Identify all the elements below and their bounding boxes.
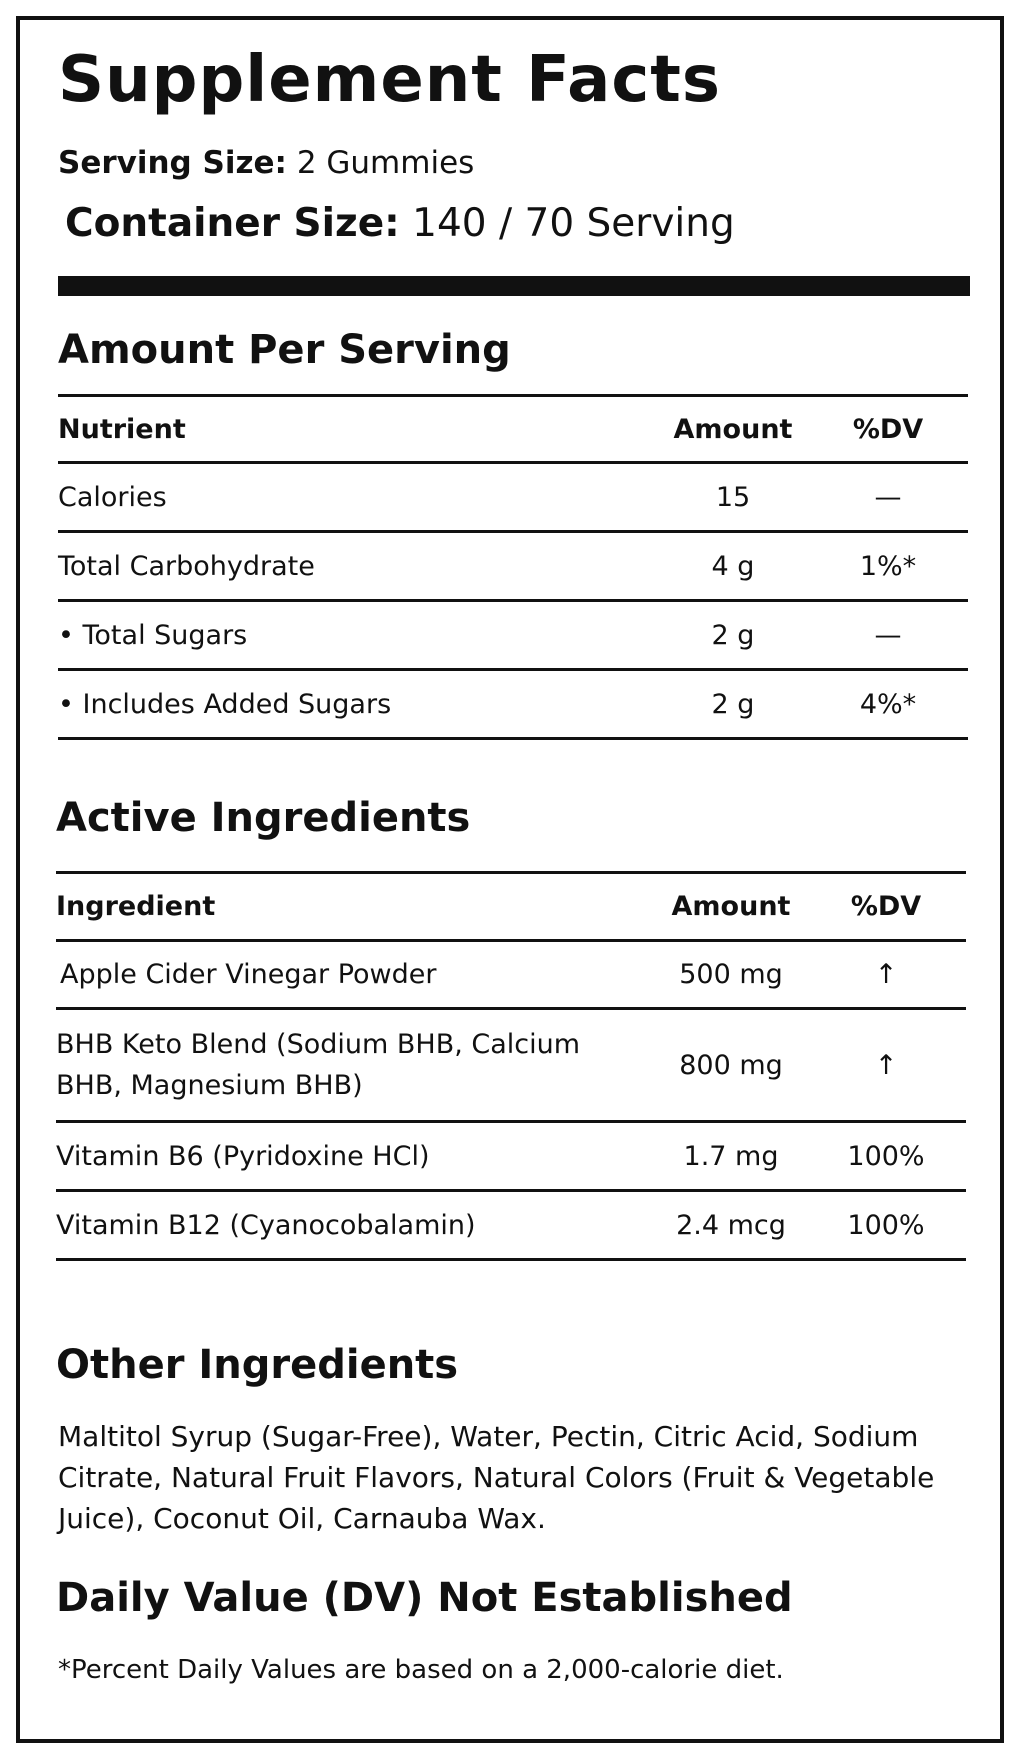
table-row bbox=[56, 1191, 966, 1260]
table-row bbox=[58, 532, 968, 601]
serving-size-label: Serving Size: bbox=[58, 145, 287, 181]
nutrient-dv: 1%* bbox=[859, 550, 917, 582]
container-size-label: Container Size: bbox=[65, 201, 400, 246]
nutrient-name: • Total Sugars bbox=[58, 619, 248, 651]
amount-column-header: Amount bbox=[673, 413, 793, 445]
nutrient-table bbox=[58, 394, 968, 740]
ingredient-dv: 100% bbox=[847, 1140, 925, 1172]
nutrient-table-header bbox=[58, 396, 968, 463]
serving-size-value: 2 Gummies bbox=[296, 145, 475, 181]
active-ingredients-table bbox=[56, 871, 966, 1261]
nutrient-amount: 2 g bbox=[711, 688, 755, 720]
ingredient-column-header: Ingredient bbox=[56, 891, 216, 922]
nutrient-name: Total Carbohydrate bbox=[58, 550, 315, 582]
ingredient-amount: 800 mg bbox=[679, 1049, 783, 1081]
ingredient-name: Vitamin B6 (Pyridoxine HCl) bbox=[56, 1140, 430, 1172]
ingredient-name: Vitamin B12 (Cyanocobalamin) bbox=[56, 1209, 476, 1241]
container-size-value: 140 / 70 Serving bbox=[412, 201, 735, 246]
table-row bbox=[58, 670, 968, 739]
nutrient-amount: 15 bbox=[715, 481, 751, 513]
table-row bbox=[56, 941, 966, 1009]
other-ingredients-text: Maltitol Syrup (Sugar-Free), Water, Pectin, Citric Acid, Sodium Citrate, Natural Fruit Flavors, Natural Colors (Fruit & Vegetable Juice), Coconut Oil, Carnauba Wax. bbox=[58, 1420, 935, 1535]
ingredient-amount: 2.4 mcg bbox=[676, 1209, 786, 1241]
dv-column-header: %DV bbox=[852, 413, 924, 445]
active-ingredients-heading: Active Ingredients bbox=[56, 795, 471, 841]
other-ingredients-heading: Other Ingredients bbox=[56, 1342, 459, 1388]
dv-not-established-heading: Daily Value (DV) Not Established bbox=[56, 1575, 793, 1621]
amount-per-serving-heading: Amount Per Serving bbox=[58, 327, 511, 373]
ingredient-name: Apple Cider Vinegar Powder bbox=[60, 959, 437, 990]
ingredient-amount: 1.7 mg bbox=[683, 1140, 779, 1172]
nutrient-dv: — bbox=[874, 481, 902, 513]
dv-column-header: %DV bbox=[850, 891, 922, 922]
table-row bbox=[56, 1122, 966, 1191]
nutrient-name: • Includes Added Sugars bbox=[58, 688, 392, 720]
nutrient-dv: — bbox=[874, 619, 902, 651]
nutrient-amount: 4 g bbox=[711, 550, 755, 582]
dv-footnote: *Percent Daily Values are based on a 2,000-calorie diet. bbox=[58, 1655, 784, 1685]
nutrient-amount: 2 g bbox=[711, 619, 755, 651]
label-title: Supplement Facts bbox=[58, 43, 721, 117]
ingredient-dv: ↑ bbox=[874, 959, 898, 990]
ingredient-dv: 100% bbox=[847, 1209, 925, 1241]
ingredient-name: BHB Keto Blend (Sodium BHB, Calcium BHB, Magnesium BHB) bbox=[56, 1029, 581, 1101]
nutrient-dv: 4%* bbox=[859, 688, 917, 720]
serving-size bbox=[58, 145, 475, 181]
ingredient-amount: 500 mg bbox=[679, 959, 783, 990]
table-row bbox=[56, 1009, 966, 1122]
ingredient-dv: ↑ bbox=[874, 1049, 898, 1081]
table-row bbox=[58, 601, 968, 670]
active-table-header bbox=[56, 873, 966, 941]
nutrient-name: Calories bbox=[58, 481, 167, 513]
table-row bbox=[58, 463, 968, 532]
nutrient-column-header: Nutrient bbox=[58, 413, 186, 445]
thick-divider bbox=[58, 276, 970, 296]
container-size bbox=[65, 201, 735, 246]
amount-column-header: Amount bbox=[671, 891, 791, 922]
